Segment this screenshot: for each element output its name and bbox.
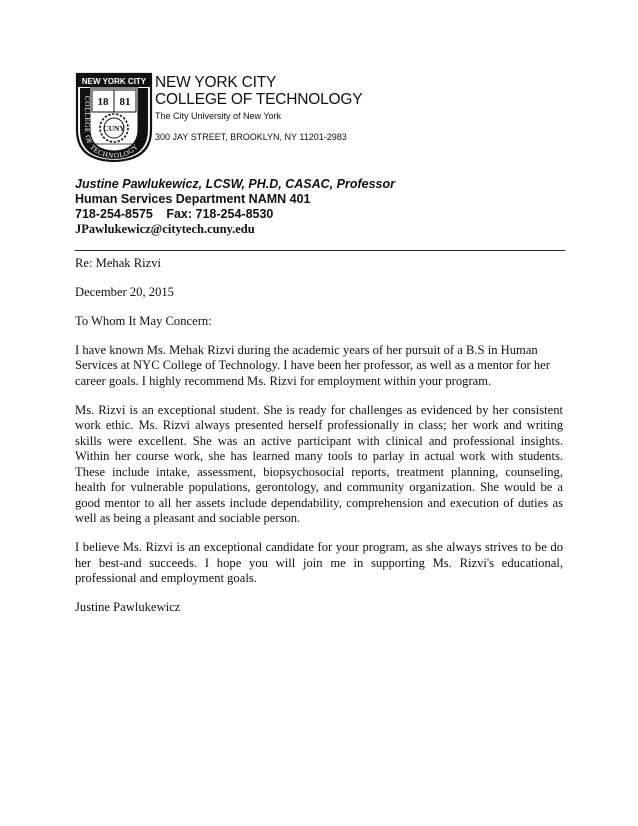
seal-monogram: CUNY [103,124,125,133]
sender-block [75,177,565,237]
college-seal-logo [75,72,153,162]
seal-year-right: 81 [119,96,131,108]
letter-paragraph-3: I believe Ms. Rizvi is an exceptional candidate for your program, as she always strives to be do her best-and succeeds. I hope you will join me in supporting Ms. Rizvi's educational, professional and employment goals. [75,540,563,585]
sender-fax: 718-254-8530 [195,207,274,221]
institution-subtitle: The City University of New York [155,111,282,121]
institution-address: 300 JAY STREET, BROOKLYN, NY 11201-2983 [155,132,347,142]
letterhead [75,72,415,164]
letter-body [75,256,563,629]
institution-block [155,74,362,143]
letter-paragraph-2: Ms. Rizvi is an exceptional student. She is ready for challenges as evidenced by her consistent work ethic. Ms. Rizvi always presented herself professionally in class; her work and writing skills were excellent. She was an active participant with clinical and professional insights. Within her course work, she has learned many tools to parlay in actual work with students. These include intake, assessment, biopsychosocial reports, treatment planning, counseling, health for vulnerable populations, gerontology, and community organization. She would be a good mentor to all her assets include dependability, comprehension and execution of duties as well as being a pleasant and sociable person. [75,402,563,525]
sender-department: Human Services Department NAMN 401 [75,192,311,206]
sender-name: Justine Pawlukewicz, LCSW, PH.D, CASAC, Professor [75,177,395,191]
letter-signature: Justine Pawlukewicz [75,600,181,614]
letter-salutation: To Whom It May Concern: [75,313,212,328]
sender-email: JPawlukewicz@citytech.cuny.edu [75,222,255,236]
fax-label: Fax: [166,207,193,221]
institution-name-line2: COLLEGE OF TECHNOLOGY [155,91,363,108]
header-divider [75,250,565,251]
seal-year-left: 18 [97,96,109,108]
institution-name-line1: NEW YORK CITY [155,74,277,91]
seal-ring-text: COLLEGE OF TECHNOLOGY [82,96,141,161]
letter-date: December 20, 2015 [75,284,174,299]
sender-contact-line [75,207,565,222]
letter-paragraph-1: I have known Ms. Mehak Rizvi during the academic years of her pursuit of a B.S in Human Services at NYC College of Technology. I have been her professor, as well as a mentor for her career goals. I highly recommend Ms. Rizvi for employment within your program. [75,342,550,388]
seal-top-text: NEW YORK CITY [81,77,147,86]
sender-phone: 718-254-8575 [75,207,153,221]
letter-subject: Re: Mehak Rizvi [75,256,162,270]
